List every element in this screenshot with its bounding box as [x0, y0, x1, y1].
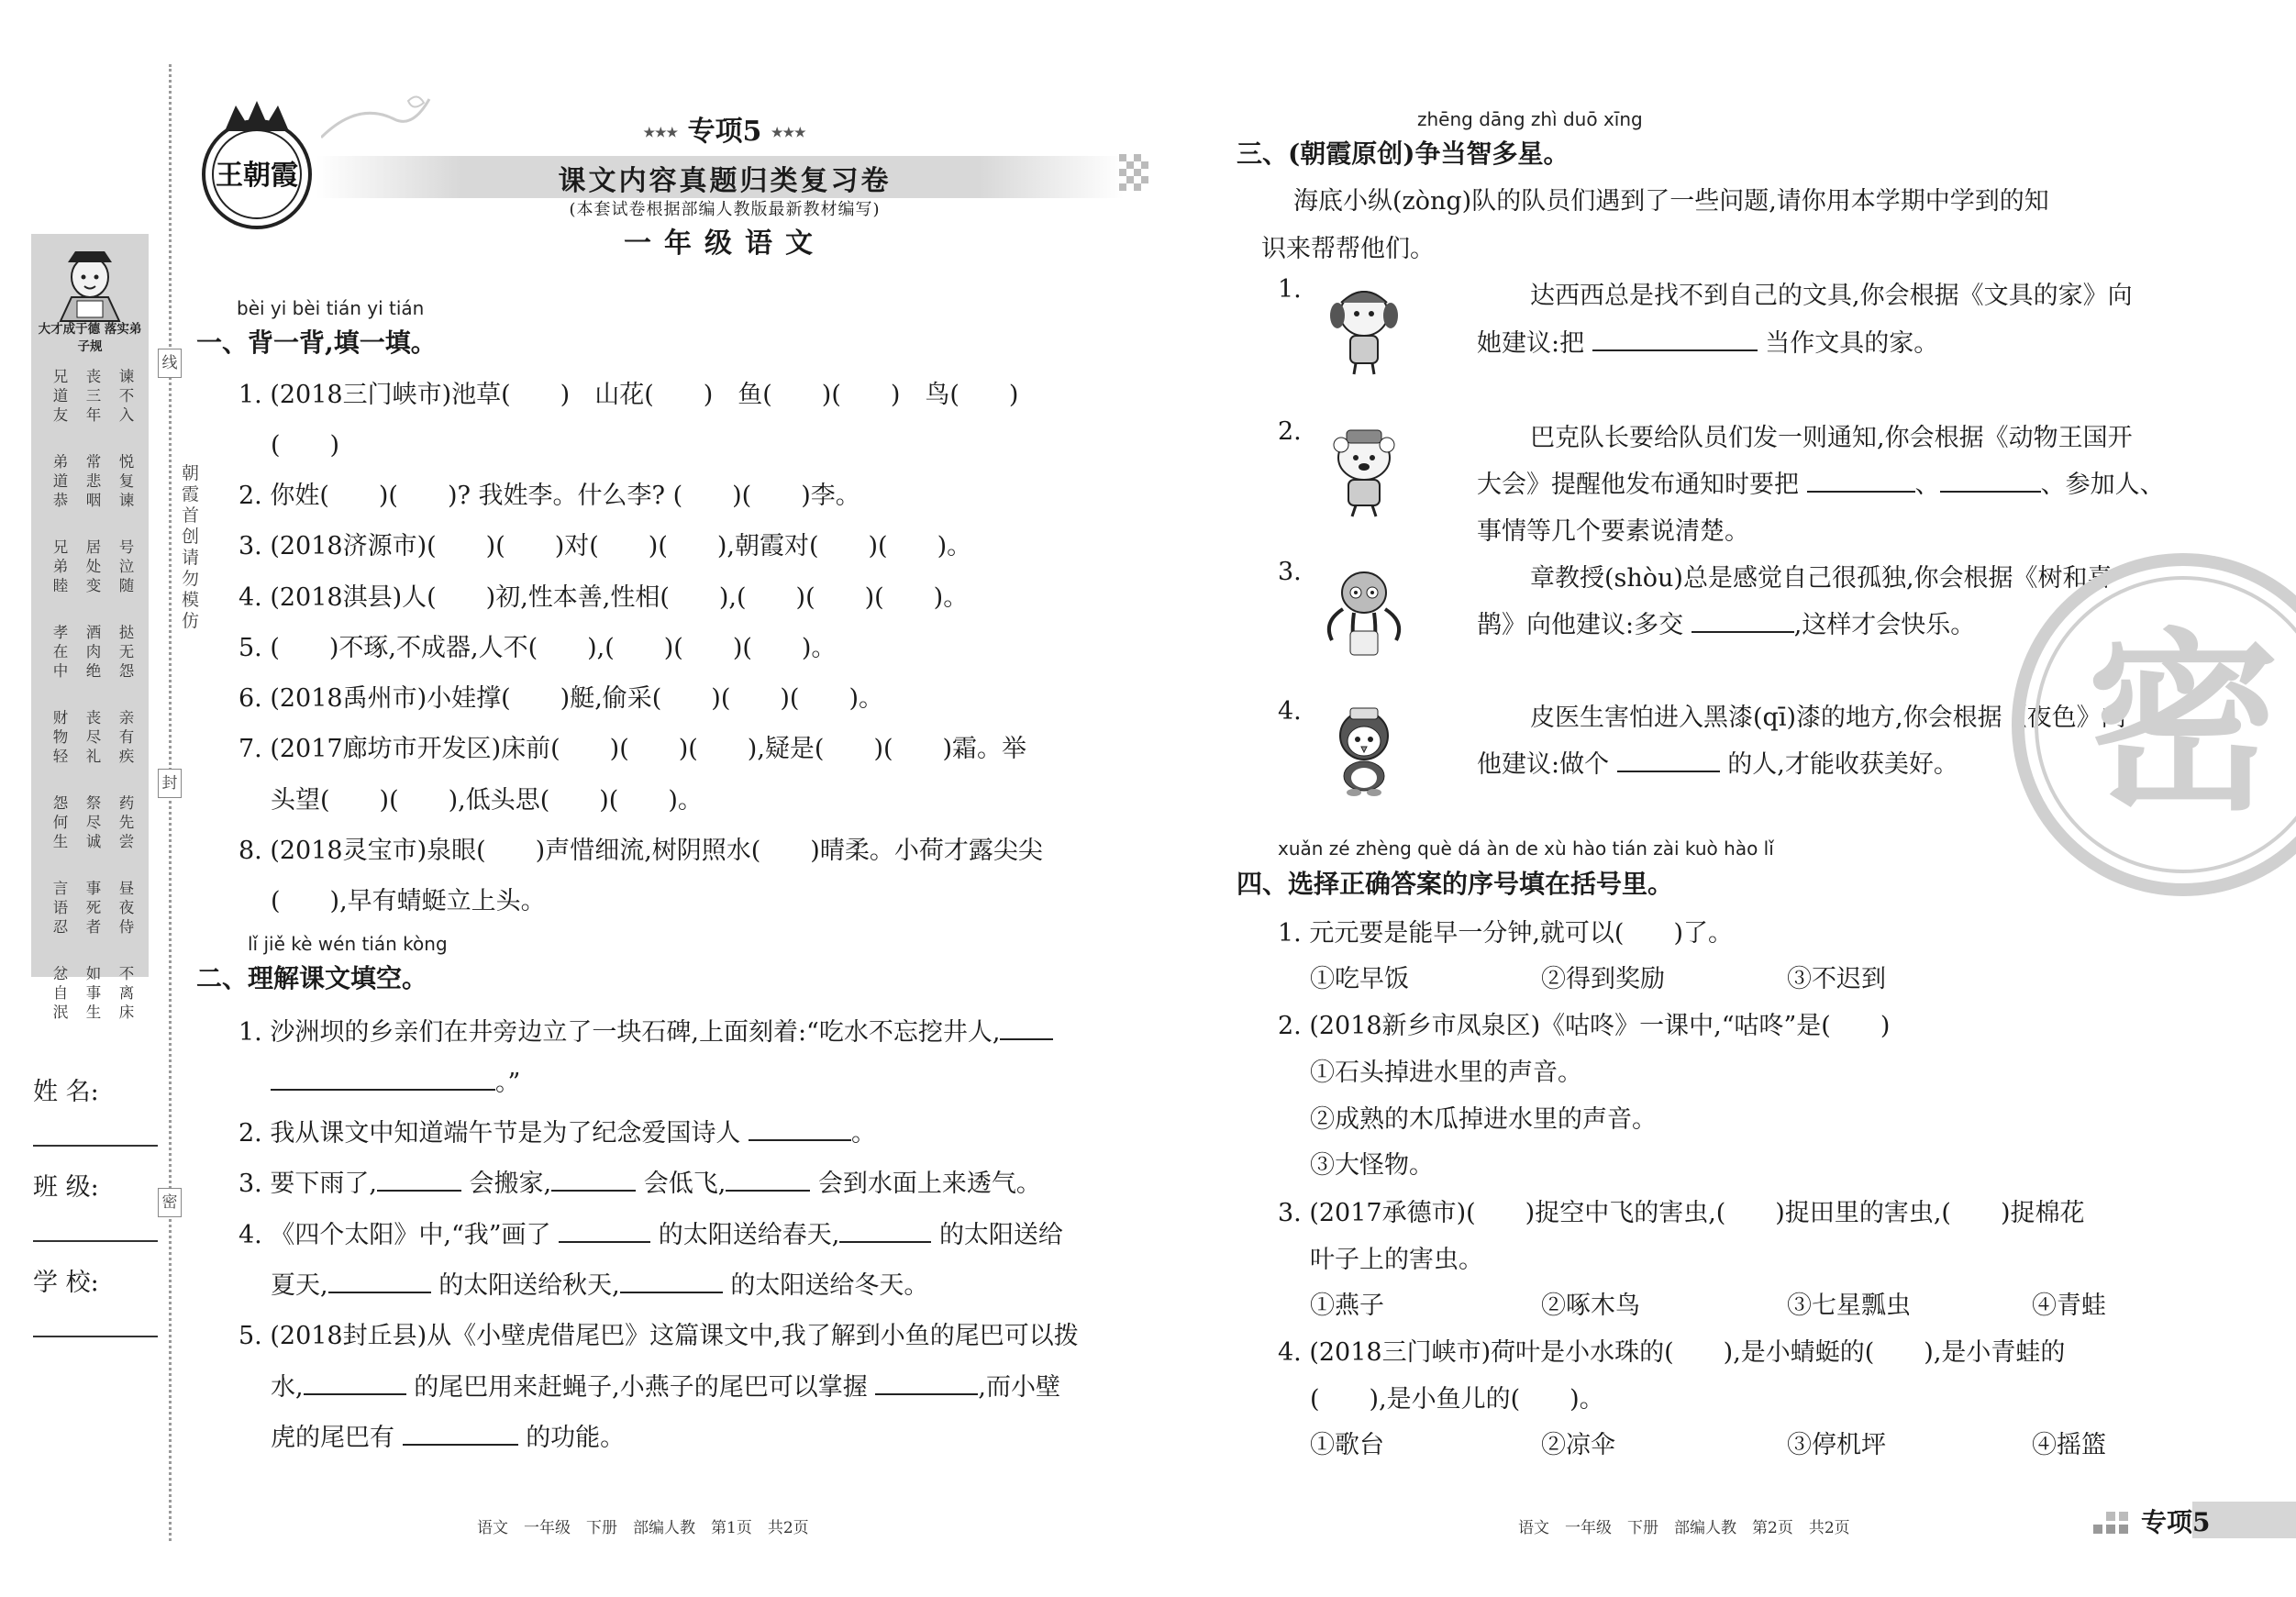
sec2-pinyin: lǐ jiě kè wén tián kòng [248, 933, 448, 955]
sec2-q2 [238, 1113, 876, 1148]
q-text: 水, [271, 1373, 304, 1402]
q-text: 我从课文中知道端午节是为了纪念爱国诗人 [270, 1119, 741, 1148]
answer-blank[interactable] [559, 1241, 650, 1243]
q-text: (2018封丘县)从《小壁虎借尾巴》这篇课文中,我了解到小鱼的尾巴可以拨 [270, 1322, 1079, 1350]
q-text: 虎的尾巴有 [271, 1424, 394, 1452]
sec2-q5-cont2 [271, 1417, 625, 1453]
sec3-q-number: 4. [1278, 697, 1302, 726]
sec1-line: 2. 你姓( )( )? 我姓李。什么李? ( )( )李。 [238, 482, 860, 510]
stamp-text: 密 [2086, 612, 2280, 837]
sec2-q4-cont [271, 1265, 928, 1301]
q-text: 会搬家, [469, 1170, 552, 1198]
sec2-q1 [238, 1012, 1053, 1048]
page1-footer: 语文 一年级 下册 部编人教 第1页 共2页 [477, 1519, 809, 1537]
answer-blank[interactable] [377, 1190, 461, 1192]
q-text: 、参加人、 [2040, 471, 2165, 499]
answer-blank[interactable] [875, 1393, 978, 1395]
sec4-q3: 3. (2017承德市)( )捉空中飞的害虫,( )捉田里的害虫,( )捉棉花 [1278, 1199, 2085, 1227]
sec2-q3 [238, 1163, 1041, 1199]
q-text: 的人,才能收获美好。 [1727, 750, 1958, 779]
motto-col: 悦复谏 [118, 453, 135, 509]
peso-penguin-icon [1314, 697, 1414, 798]
motto-col: 怨何生 [52, 794, 69, 850]
motto-col: 酒肉绝 [85, 624, 102, 680]
binding-dash-line [169, 64, 172, 1541]
q-text: 的太阳送给秋天, [438, 1271, 620, 1300]
q-number: 2. [238, 1119, 262, 1148]
answer-blank[interactable] [328, 1292, 431, 1293]
sec1-line: 4. (2018淇县)人( )初,性本善,性相( ),( )( )( )。 [238, 583, 969, 612]
sec4-q4-opt: ②凉伞 [1541, 1431, 1615, 1459]
motto-col: 财物轻 [52, 709, 69, 765]
sec4-q2: 2. (2018新乡市凤泉区)《咕咚》一课中,“咕咚”是( ) [1278, 1012, 1891, 1040]
q-text: ,而小壁 [978, 1373, 1060, 1402]
q-text: 大会》提醒他发布通知时要把 [1477, 471, 1799, 499]
q-text: 她建议:把 [1477, 329, 1585, 358]
class-label: 班 级: [33, 1173, 99, 1202]
sec4-q3-opt: ①燕子 [1310, 1292, 1384, 1320]
sec3-q4-line2 [1477, 744, 1958, 780]
sec4-q2-opt: ③大怪物。 [1310, 1151, 1434, 1180]
sec2-q5-cont [271, 1367, 1060, 1403]
sec4-q4-opt: ④摇篮 [2032, 1431, 2106, 1459]
sec3-q3-line1: 章教授(shòu)总是感觉自己很孤独,你会根据《树和喜 [1530, 564, 2113, 593]
copyright-note: 朝霞首创 请勿模仿 [182, 463, 200, 631]
motto-col: 常悲咽 [85, 453, 102, 509]
answer-blank[interactable] [551, 1190, 636, 1192]
answer-blank[interactable] [1592, 349, 1758, 351]
sec3-q-number: 2. [1278, 417, 1302, 446]
sec4-q1: 1. 元元要是能早一分钟,就可以( )了。 [1278, 919, 1733, 948]
sec3-q-number: 3. [1278, 558, 1302, 586]
sec3-q4-line1: 皮医生害怕进入黑漆(qī)漆的地方,你会根据《夜色》向 [1530, 704, 2126, 732]
special-label: ★★★ 专项5 ★★★ [643, 116, 806, 148]
school-field[interactable] [33, 1336, 158, 1337]
q-text: 当作文具的家。 [1765, 329, 1939, 358]
q-text: 《四个太阳》中,“我”画了 [270, 1221, 551, 1249]
sec3-q2-line1: 巴克队长要给队员们发一则通知,你会根据《动物王国开 [1530, 424, 2133, 452]
motto-col: 不离床 [118, 965, 135, 1021]
sec4-q3-cont: 叶子上的害虫。 [1310, 1246, 1483, 1274]
answer-blank[interactable] [620, 1292, 723, 1293]
sec3-pinyin: zhēng dāng zhì duō xīng [1417, 108, 1643, 130]
motto-col: 挞无怨 [118, 624, 135, 680]
ribbon-decoration-icon [321, 92, 431, 147]
sec4-q3-opt: ②啄木鸟 [1541, 1292, 1640, 1320]
captain-barnacles-icon [1314, 417, 1414, 518]
sec4-q2-opt: ①石头掉进水里的声音。 [1310, 1059, 1582, 1087]
sec1-line: 3. (2018济源市)( )( )对( )( ),朝霞对( )( )。 [238, 532, 972, 560]
motto-col: 言语忍 [52, 880, 69, 936]
motto-col: 丧尽礼 [85, 709, 102, 765]
q-number: 3. [238, 1170, 262, 1198]
sec3-q1-line2 [1477, 323, 1938, 359]
logo-text: 王朝霞 [216, 160, 298, 192]
sec4-q2-opt: ②成熟的木瓜掉进水里的声音。 [1310, 1105, 1657, 1134]
name-field[interactable] [33, 1145, 158, 1147]
sec1-title: 一、背一背,填一填。 [196, 327, 437, 358]
binding-char-line: 线 [158, 349, 182, 378]
sec1-line: 8. (2018灵宝市)泉眼( )声惜细流,树阴照水( )晴柔。小荷才露尖尖 [238, 837, 1043, 865]
professor-inkling-icon [1314, 558, 1414, 659]
sec3-q2-line3: 事情等几个要素说清楚。 [1477, 517, 1749, 546]
checker-pattern-icon [1119, 154, 1150, 200]
name-label: 姓 名: [33, 1078, 99, 1106]
q-text: 、 [1914, 471, 1940, 499]
sec3-title: 三、(朝霞原创)争当智多星。 [1237, 139, 1569, 169]
binding-char-secret: 密 [158, 1188, 182, 1217]
sec4-q4-cont: ( ),是小鱼儿的( )。 [1310, 1385, 1604, 1414]
motto-col: 弟道恭 [52, 453, 69, 509]
sec4-q1-opt: ①吃早饭 [1310, 965, 1409, 993]
school-label: 学 校: [33, 1269, 99, 1297]
q-text: 。” [495, 1069, 521, 1097]
motto-col: 祭尽诚 [85, 794, 102, 850]
motto-col: 忿自泯 [52, 965, 69, 1021]
sec1-line: 7. (2017廊坊市开发区)床前( )( )( ),疑是( )( )霜。举 [238, 735, 1027, 763]
motto-col: 居处变 [85, 538, 102, 594]
sec1-pinyin: bèi yi bèi tián yi tián [237, 297, 425, 319]
q-text: 的太阳送给春天, [658, 1221, 840, 1249]
special-label-text: 专项5 [687, 116, 762, 148]
motto-col: 亲有疾 [118, 709, 135, 765]
sec1-line: 1. (2018三门峡市)池草( ) 山花( ) 鱼( )( ) 鸟( ) [238, 381, 1019, 409]
motto-col: 药先尝 [118, 794, 135, 850]
q-text: 他建议:做个 [1477, 750, 1610, 779]
q-text: 的太阳送给冬天。 [730, 1271, 929, 1300]
motto-columns [51, 367, 136, 1049]
q-text: 。 [850, 1119, 876, 1148]
sec3-intro: 海底小纵(zòng)队的队员们遇到了一些问题,请你用本学期中学到的知 [1293, 187, 2049, 216]
sec3-q-number: 1. [1278, 275, 1302, 304]
answer-blank[interactable] [271, 1089, 495, 1091]
sec4-pinyin: xuǎn zé zhèng què dá àn de xù hào tián zài kuò hào lǐ [1278, 837, 1774, 859]
motto-col: 孝在中 [52, 624, 69, 680]
motto-col: 号泣随 [118, 538, 135, 594]
sec4-title: 四、选择正确答案的序号填在括号里。 [1237, 869, 1674, 899]
answer-blank[interactable] [1807, 491, 1915, 493]
answer-blank[interactable] [403, 1444, 518, 1446]
q-text: 沙洲坝的乡亲们在井旁边立了一块石碑,上面刻着:“吃水不忘挖井人, [270, 1018, 1001, 1047]
answer-blank[interactable] [304, 1393, 406, 1395]
grade-subject: 一年级语文 [624, 227, 826, 260]
answer-blank[interactable] [726, 1190, 810, 1192]
page2-footer: 语文 一年级 下册 部编人教 第2页 共2页 [1518, 1519, 1850, 1537]
scholar-cartoon-icon [44, 240, 136, 325]
exam-title: 课文内容真题归类复习卷 [558, 165, 892, 197]
special-tab-label: 专项5 [2141, 1507, 2211, 1537]
motto-col: 如事生 [85, 965, 102, 1021]
sec4-q4-opt: ①歌台 [1310, 1431, 1384, 1459]
motto-heading: 大才成于德 落实弟子规 [38, 322, 142, 354]
sec3-intro-cont: 识来帮帮他们。 [1261, 235, 1435, 263]
sec2-title: 二、理解课文填空。 [196, 963, 428, 993]
motto-col: 事死者 [85, 880, 102, 936]
sec4-q1-opt: ③不迟到 [1787, 965, 1886, 993]
q-text: 要下雨了, [270, 1170, 377, 1198]
class-field[interactable] [33, 1240, 158, 1242]
sec2-q5 [238, 1315, 1079, 1351]
sec3-q1-line1: 达西西总是找不到自己的文具,你会根据《文具的家》向 [1530, 282, 2133, 310]
sec1-line: 头望( )( ),低头思( )( )。 [271, 786, 703, 815]
q-text: 会到水面上来透气。 [817, 1170, 1041, 1198]
sec4-q4-opt: ③停机坪 [1787, 1431, 1886, 1459]
sec3-q3-line2 [1477, 604, 1975, 640]
tab-pattern-icon [2093, 1506, 2134, 1536]
q-number: 1. [238, 1018, 262, 1047]
motto-col: 兄弟睦 [52, 538, 69, 594]
sec4-q3-opt: ③七星瓢虫 [1787, 1292, 1911, 1320]
q-number: 5. [238, 1322, 262, 1350]
sec4-q4: 4. (2018三门峡市)荷叶是小水珠的( ),是小蜻蜓的( ),是小青蛙的 [1278, 1338, 2066, 1367]
sec4-q3-opt: ④青蛙 [2032, 1292, 2106, 1320]
binding-char-seal: 封 [158, 769, 182, 798]
zhaoxia-logo-icon [188, 96, 326, 234]
q-text: 夏天, [271, 1271, 328, 1300]
answer-blank[interactable] [1000, 1038, 1053, 1040]
sec1-line: 5. ( )不琢,不成器,人不( ),( )( )( )。 [238, 634, 837, 662]
motto-col: 昼夜侍 [118, 880, 135, 936]
q-text: 的太阳送给 [938, 1221, 1063, 1249]
sec1-line: 6. (2018禹州市)小娃撑( )艇,偷采( )( )( )。 [238, 684, 883, 713]
q-text: 会低飞, [643, 1170, 727, 1198]
answer-blank[interactable] [749, 1139, 851, 1141]
q-number: 4. [238, 1221, 262, 1249]
q-text: 的功能。 [526, 1424, 626, 1452]
motto-col: 兄道友 [52, 368, 69, 424]
motto-col: 谏不入 [118, 368, 135, 424]
sec4-q1-opt: ②得到奖励 [1541, 965, 1665, 993]
dashi-character-icon [1314, 275, 1414, 376]
sec3-q2-line2 [1477, 464, 2165, 500]
q-text: ,这样才会快乐。 [1793, 611, 1976, 639]
q-text: 鹊》向他建议:多交 [1477, 611, 1684, 639]
sec2-q1-cont [271, 1062, 520, 1098]
sec1-line: ( ),早有蜻蜓立上头。 [271, 887, 546, 915]
q-text: 的尾巴用来赶蝇子,小燕子的尾巴可以掌握 [414, 1373, 868, 1402]
answer-blank[interactable] [1617, 771, 1720, 772]
motto-col: 丧三年 [85, 368, 102, 424]
sec2-q4 [238, 1214, 1063, 1250]
answer-blank[interactable] [1691, 631, 1794, 633]
answer-blank[interactable] [839, 1241, 931, 1243]
secret-stamp-icon [2009, 550, 2296, 899]
exam-subtitle: (本套试卷根据部编人教版最新教材编写) [569, 200, 881, 219]
sec1-line: ( ) [271, 431, 340, 460]
answer-blank[interactable] [1940, 491, 2041, 493]
